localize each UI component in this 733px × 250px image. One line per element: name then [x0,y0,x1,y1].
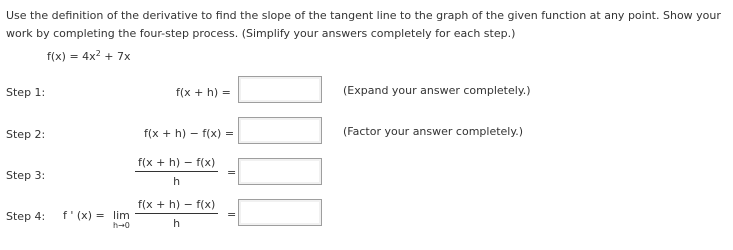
step-2-label: Step 2: [6,128,46,141]
step-3-label: Step 3: [6,169,46,182]
step-2-expression: f(x + h) − f(x) = [144,127,235,140]
step-4-answer-input[interactable] [238,199,322,226]
step-3-fraction [135,156,218,188]
function-exponent: 2 [95,49,101,58]
step-3-denominator: h [173,175,181,188]
step-4-limit [113,209,130,230]
step-2-hint: (Factor your answer completely.) [343,125,524,138]
function-lhs: f(x) = 4x [47,50,96,63]
step-4-fraction [135,198,218,230]
step-3-equals: = [227,166,237,179]
step-1-label: Step 1: [6,86,46,99]
step-4-prefix: f ' (x) = [63,209,105,222]
function-rhs: + 7x [100,50,131,63]
step-1-hint: (Expand your answer completely.) [343,84,531,97]
limit-subscript: h→0 [113,221,130,230]
limit-text: lim [113,209,130,222]
step-4-equals: = [227,208,237,221]
step-3-numerator: f(x + h) − f(x) [138,156,216,169]
fraction-bar [135,171,218,172]
step-2-answer-input[interactable] [238,117,322,144]
fraction-bar [135,213,218,214]
step-3-answer-input[interactable] [238,158,322,185]
step-4-denominator: h [173,217,181,230]
step-4-label: Step 4: [6,210,46,223]
instructions-text: Use the definition of the derivative to find the slope of the tangent line to the graph of the given function at any point. Show your work by completing the four-step process. (Simplify your answers completely for each step.) [6,9,721,40]
function-definition [47,50,131,63]
step-4-numerator: f(x + h) − f(x) [138,198,216,211]
step-1-expression: f(x + h) = [176,86,231,99]
step-1-answer-input[interactable] [238,76,322,103]
